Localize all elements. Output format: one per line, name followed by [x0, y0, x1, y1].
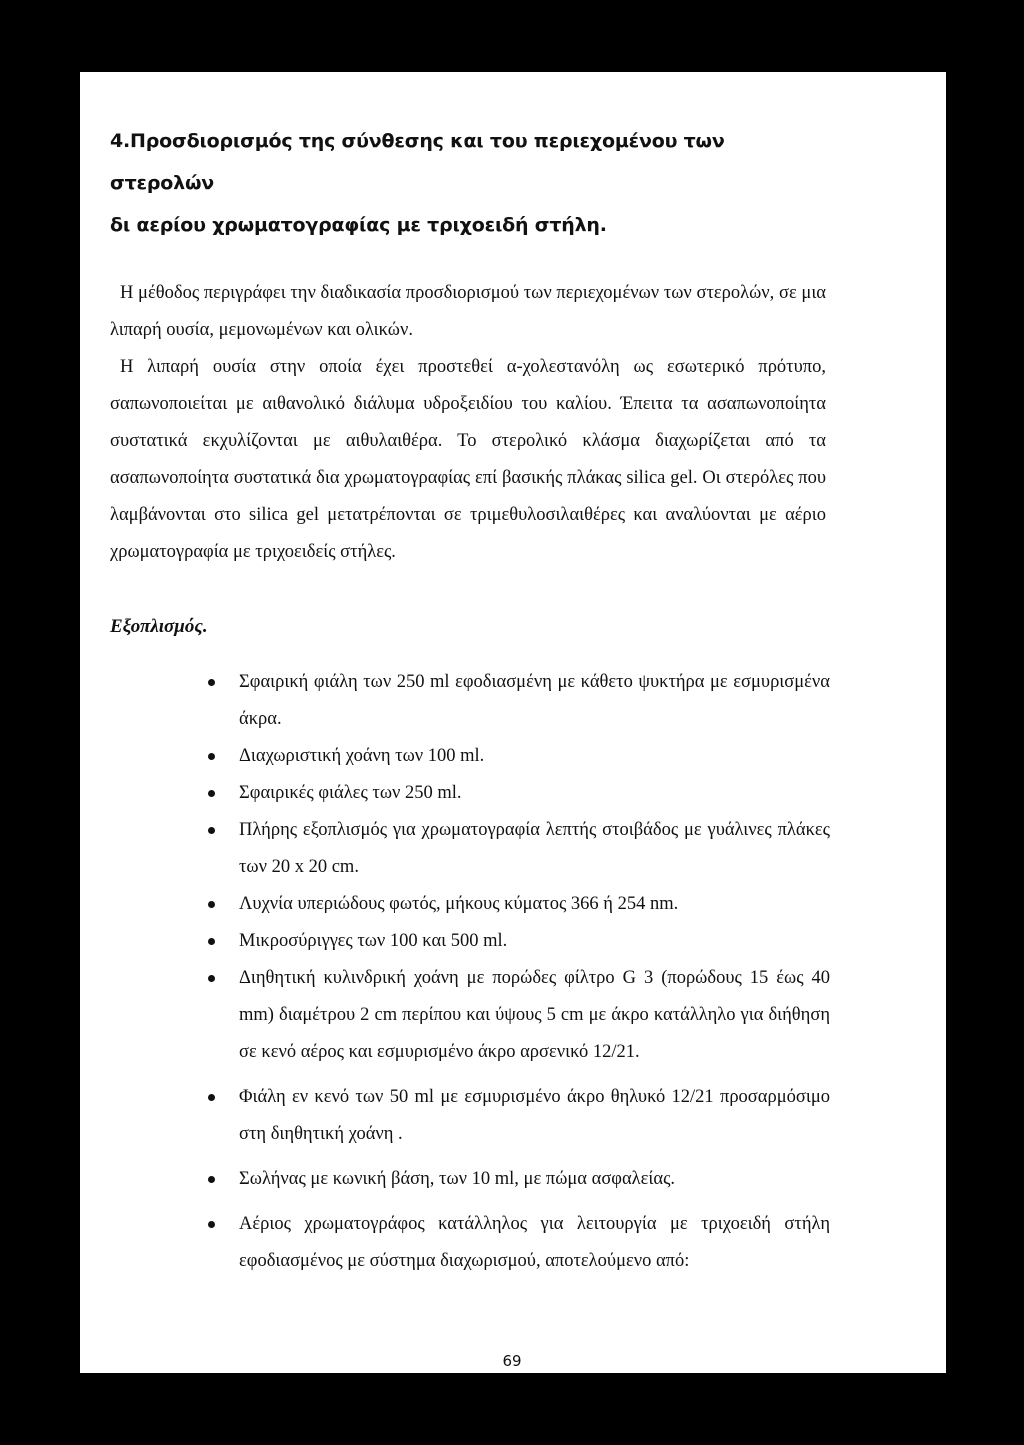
- bullet-icon: [208, 975, 215, 982]
- intro-paragraph-text: Η μέθοδος περιγράφει την διαδικασία προσδιορισμού των περιεχομένων των στερολών, σε μια λιπαρή ουσία, μεμονωμένων και ολικών.: [110, 283, 826, 340]
- bullet-icon: [208, 1176, 215, 1183]
- bullet-icon: [208, 901, 215, 908]
- list-item-text: Αέριος χρωματογράφος κατάλληλος για λειτουργία με τριχοειδή στήλη εφοδιασμένος με σύστημα διαχωρισμού, αποτελούμενο από:: [239, 1214, 830, 1271]
- heading-line-1: 4.Προσδιορισμός της σύνθεσης και του περιεχομένου των στερολών: [110, 130, 725, 194]
- list-item: [239, 664, 830, 738]
- equipment-title: Εξοπλισμός.: [110, 616, 208, 637]
- list-item-text: Σφαιρική φιάλη των 250 ml εφοδιασμένη με κάθετο ψυκτήρα με εσμυρισμένα άκρα.: [239, 672, 830, 729]
- list-item-text: Φιάλη εν κενό των 50 ml με εσμυρισμένο άκρο θηλυκό 12/21 προσαρμόσιμο στη διηθητική χοάνη .: [239, 1087, 830, 1144]
- bullet-icon: [208, 790, 215, 797]
- list-item-text: Διηθητική κυλινδρική χοάνη με πορώδες φίλτρο G 3 (πορώδους 15 έως 40 mm) διαμέτρου 2 cm περίπου και ύψους 5 cm με άκρο κατάλληλο για διήθηση σε κενό αέρος και εσμυρισμένο άκρο αρσενικό 12/21.: [239, 968, 830, 1062]
- list-item: [239, 886, 830, 923]
- bullet-icon: [208, 827, 215, 834]
- bullet-icon: [208, 679, 215, 686]
- list-item-text: Σωλήνας με κωνική βάση, των 10 ml, με πώμα ασφαλείας.: [239, 1169, 676, 1189]
- equipment-list: [110, 664, 830, 1280]
- heading-line-2: δι αερίου χρωματογραφίας με τριχοειδή στήλη.: [110, 214, 607, 236]
- list-item: [239, 923, 830, 960]
- list-item: [239, 812, 830, 886]
- list-item-text: Μικροσύριγγες των 100 και 500 ml.: [239, 931, 508, 951]
- bullet-icon: [208, 753, 215, 760]
- bullet-icon: [208, 1221, 215, 1228]
- list-item-text: Σφαιρικές φιάλες των 250 ml.: [239, 783, 462, 803]
- method-paragraph: [110, 349, 826, 571]
- intro-paragraph: [110, 275, 826, 349]
- list-item-text: Διαχωριστική χοάνη των 100 ml.: [239, 746, 485, 766]
- list-item: [239, 960, 830, 1071]
- list-item: [239, 738, 830, 775]
- list-item: [239, 1079, 830, 1153]
- list-item: [239, 775, 830, 812]
- section-heading: [110, 120, 826, 246]
- bullet-icon: [208, 938, 215, 945]
- list-item-text: Πλήρης εξοπλισμός για χρωματογραφία λεπτής στοιβάδος με γυάλινες πλάκες των 20 x 20 cm.: [239, 820, 830, 877]
- page-number: 69: [502, 1352, 522, 1370]
- bullet-icon: [208, 1094, 215, 1101]
- list-item-text: Λυχνία υπεριώδους φωτός, μήκους κύματος 366 ή 254 nm.: [239, 894, 679, 914]
- list-item: [239, 1206, 830, 1280]
- list-item: [239, 1161, 830, 1198]
- page-content: [110, 120, 830, 1280]
- method-paragraph-text: Η λιπαρή ουσία στην οποία έχει προστεθεί α-χολεστανόλη ως εσωτερικό πρότυπο, σαπωνοποιείται με αιθανολικό διάλυμα υδροξειδίου του καλίου. Έπειτα τα ασαπωνοποίητα συστατικά εκχυλίζονται με αιθυλαιθέρα. Το στερολικό κλάσμα διαχωρίζεται από τα ασαπωνοποίητα συστατικά δια χρωματογραφίας επί βασικής πλάκας silica gel. Οι στερόλες που λαμβάνονται στο silica gel μετατρέπονται σε τριμεθυλοσιλαιθέρες και αναλύονται με αέριο χρωματογραφία με τριχοειδείς στήλες.: [110, 357, 826, 562]
